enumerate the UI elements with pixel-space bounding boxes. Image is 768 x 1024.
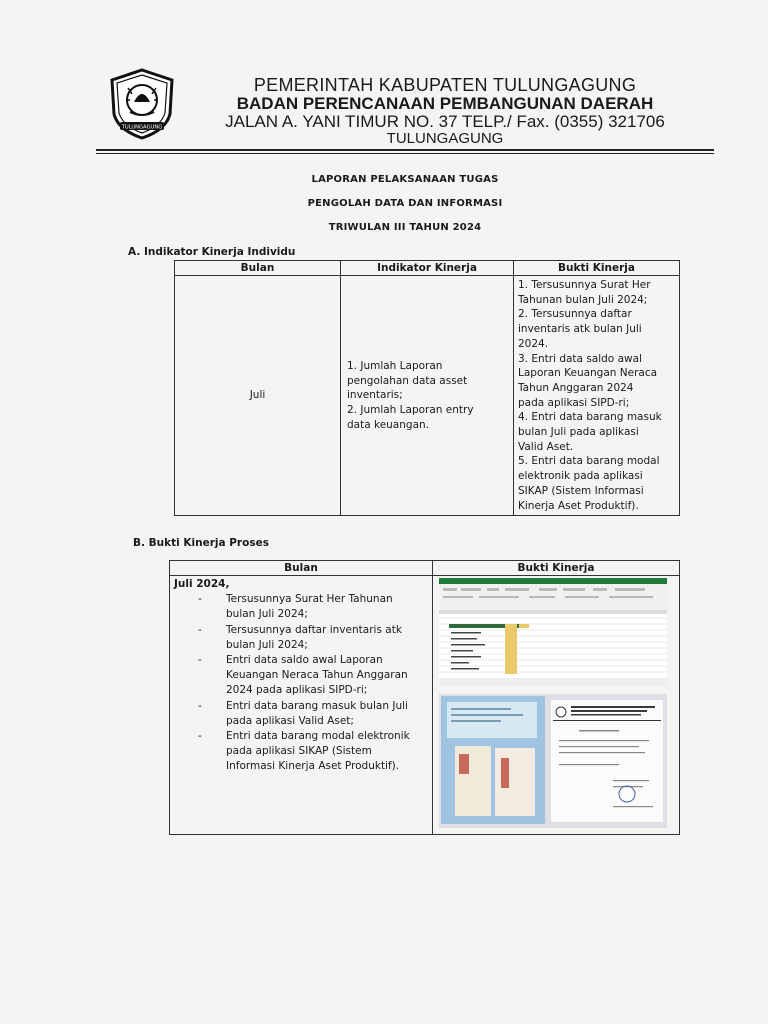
list-item-line: - Tersusunnya Surat Her Tahunan — [226, 593, 393, 606]
list-item — [198, 592, 428, 622]
list-item-line: - Entri data barang masuk bulan Juli — [226, 699, 408, 712]
report-subtitle: PENGOLAH DATA DAN INFORMASI — [307, 198, 503, 209]
letterhead-city: TULUNGAGUNG — [386, 130, 504, 147]
bukti-line: Tahun Anggaran 2024 — [518, 381, 634, 394]
list-item-line: pada aplikasi SIKAP (Sistem — [226, 745, 372, 758]
activity-list — [174, 592, 428, 774]
cell-bukti — [514, 276, 680, 516]
col-indikator: Indikator Kinerja — [341, 261, 514, 276]
list-item-line: - Entri data barang modal elektronik — [226, 730, 410, 743]
list-item-line: Keuangan Neraca Tahun Anggaran — [226, 669, 408, 682]
list-item-line: bulan Juli 2024; — [226, 608, 308, 621]
col-bukti: Bukti Kinerja — [433, 561, 680, 576]
bukti-kinerja-proses-table — [169, 560, 680, 835]
list-item-line: pada aplikasi Valid Aset; — [226, 714, 354, 727]
report-period: TRIWULAN III TAHUN 2024 — [328, 222, 482, 233]
cell-indikator — [341, 276, 514, 516]
indikator-line: 1. Jumlah Laporan — [347, 359, 443, 372]
list-item-line: - Entri data saldo awal Laporan — [226, 654, 383, 667]
bukti-line: 3. Entri data saldo awal — [518, 352, 642, 365]
list-item-line: Informasi Kinerja Aset Produktif). — [226, 760, 400, 773]
bukti-line: SIKAP (Sistem Informasi — [518, 484, 644, 497]
indikator-kinerja-table — [174, 260, 680, 516]
logo-banner-text: TULUNGAGUNG — [121, 124, 163, 131]
list-item-line: - Tersusunnya daftar inventaris atk — [226, 623, 402, 636]
list-item — [198, 729, 428, 775]
indikator-line: data keuangan. — [347, 418, 429, 431]
bukti-line: 4. Entri data barang masuk — [518, 411, 662, 424]
spreadsheet-screenshot — [439, 578, 667, 686]
letterhead-agency: BADAN PERENCANAAN PEMBANGUNAN DAERAH — [236, 94, 654, 113]
letterhead-rule-thin — [96, 153, 714, 154]
list-item-line: 2024 pada aplikasi SIPD-ri; — [226, 684, 368, 697]
table-header-row — [175, 261, 680, 276]
bukti-line: 2024. — [518, 337, 549, 350]
bukti-line: bulan Juli pada aplikasi — [518, 426, 639, 439]
bukti-line: Tahunan bulan Juli 2024; — [518, 293, 648, 306]
bukti-line: 2. Tersusunnya daftar — [518, 308, 632, 321]
list-item — [198, 699, 428, 729]
table-row — [170, 576, 680, 835]
list-item-line: bulan Juli 2024; — [226, 638, 308, 651]
bukti-line: inventaris atk bulan Juli — [518, 323, 642, 336]
section-b-heading: B. Bukti Kinerja Proses — [133, 537, 269, 549]
bukti-line: 1. Tersusunnya Surat Her — [518, 279, 651, 291]
table-header-row — [170, 561, 680, 576]
list-item — [198, 623, 428, 653]
letterhead-rule-thick — [96, 149, 714, 151]
bukti-line: Laporan Keuangan Neraca — [518, 367, 658, 380]
letterhead-government: PEMERINTAH KABUPATEN TULUNGAGUNG — [253, 75, 637, 95]
indikator-line: inventaris; — [347, 389, 403, 402]
bukti-line: Kinerja Aset Produktif). — [518, 499, 639, 512]
col-bulan: Bulan — [175, 261, 341, 276]
indikator-line: 2. Jumlah Laporan entry — [347, 403, 474, 416]
report-title: LAPORAN PELAKSANAAN TUGAS — [311, 174, 499, 185]
cell-bukti-images — [433, 576, 680, 835]
section-a-heading: A. Indikator Kinerja Individu — [128, 246, 296, 258]
regency-emblem-logo — [106, 68, 178, 140]
col-bukti: Bukti Kinerja — [514, 261, 680, 276]
letterhead-address: JALAN A. YANI TIMUR NO. 37 TELP./ Fax. (0355) 321706 — [225, 112, 665, 131]
scanned-documents-photo — [439, 694, 667, 828]
indikator-line: pengolahan data asset — [347, 374, 468, 387]
bukti-line: Valid Aset. — [518, 440, 574, 453]
month-label: Juli 2024, — [174, 578, 230, 590]
bukti-line: 5. Entri data barang modal — [518, 455, 660, 468]
col-bulan: Bulan — [170, 561, 433, 576]
bukti-line: elektronik pada aplikasi — [518, 470, 643, 483]
cell-bulan-detail — [170, 576, 433, 835]
list-item — [198, 653, 428, 699]
bukti-line: pada aplikasi SIPD-ri; — [518, 396, 630, 409]
table-row — [175, 276, 680, 516]
cell-bulan: Juli — [175, 276, 341, 516]
